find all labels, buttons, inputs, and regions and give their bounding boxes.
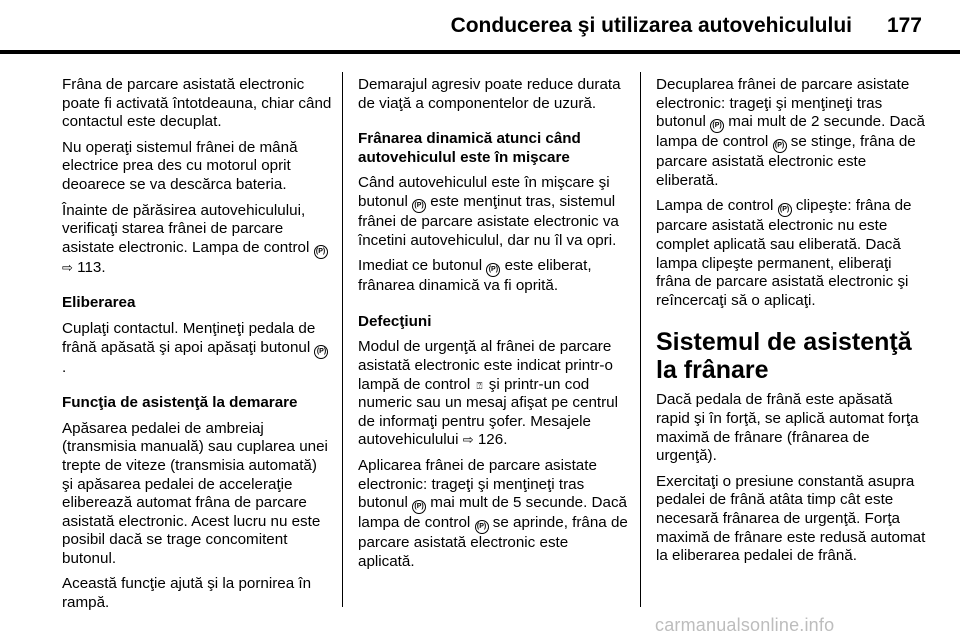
paragraph: Cuplaţi contactul. Menţineţi pedala de frână apăsată şi apoi apăsaţi butonul (P).: [62, 320, 332, 377]
paragraph: Exercitaţi o presiune constantă asupra pedalei de frână atâta timp cât este necesară frânarea de urgenţă. Forţa maximă de frânare este redusă automat la eliberarea pedalei de frână.: [656, 472, 926, 565]
column-1: [62, 76, 332, 620]
paragraph: Lampa de control (P) clipeşte: frâna de parcare asistată electronic nu este complet aplicată sau eliberată. Dacă lampa clipeşte permanent, eliberaţi frâna de parcare asistată electronic şi reîncercaţi să o aplicaţi.: [656, 197, 912, 309]
paragraph: Nu operaţi sistemul frânei de mână electrice prea des cu motorul oprit deoarece se va descărca bateria.: [62, 138, 298, 193]
subheading-start-assist: Funcţia de asistenţă la demarare: [62, 394, 298, 412]
paragraph: Dacă pedala de frână este apăsată rapid şi în forţă, se aplică automat forţa maximă de frânare (frânarea de urgenţă).: [656, 391, 919, 465]
paragraph: Când autovehiculul este în mişcare şi butonul (P) este menţinut tras, sistemul frânei de parcare asistate electronic va încetini autovehiculul, dar nu îl va opri.: [358, 174, 619, 249]
page-reference-arrow-icon: ⇨: [62, 259, 73, 275]
header-title: Conducerea şi utilizarea autovehiculului: [450, 14, 852, 37]
paragraph: Apăsarea pedalei de ambreiaj (transmisia manuală) sau cuplarea unei trepte de viteze (transmisia automată) şi apăsarea pedalei de acceleraţie eliberează automat frâna de parcare asistată electronic. Acest lucru nu este posibil dacă se trage concomitent butonul.: [62, 419, 328, 567]
paragraph: Decuplarea frânei de parcare asistate electronic: trageţi şi menţineţi tras butonul (P) mai mult de 2 secunde. Dacă lampa de control (P) se stinge, frâna de parcare asistată electronic este eliberată.: [656, 76, 925, 189]
parking-brake-icon: (P): [412, 199, 426, 213]
parking-brake-icon: (P): [486, 263, 500, 277]
subheading-dynamic-braking: Frânarea dinamică atunci când autovehiculul este în mişcare: [358, 130, 581, 166]
column-3: [656, 76, 926, 573]
section-title: Sistemul de asistenţă la frânare: [656, 328, 912, 385]
parking-brake-icon: (P): [778, 203, 792, 217]
subheading-release: Eliberarea: [62, 294, 136, 312]
parking-brake-icon: (P): [475, 520, 489, 534]
page-reference-arrow-icon: ⇨: [462, 432, 474, 448]
paragraph: Înainte de părăsirea autovehiculului, verificaţi starea frânei de parcare asistate electronic. Lampa de control (P) ⇨ 113.: [62, 202, 332, 278]
column-divider-1: [342, 72, 343, 607]
column-divider-2: [640, 72, 641, 607]
page-header: [0, 0, 960, 50]
parking-brake-icon: (P): [314, 245, 328, 259]
paragraph: Imediat ce butonul (P) este eliberat, frânarea dinamică va fi oprită.: [358, 257, 592, 295]
column-2: [358, 76, 628, 578]
paragraph: Această funcţie ajută şi la pornirea în rampă.: [62, 575, 312, 612]
paragraph: Modul de urgenţă al frânei de parcare asistată electronic este indicat printr-o lampă de control ⍰ şi printr-un cod numeric sau un mesaj afişat pe centrul de informaţi pentru şofer. Mesajele autovehiculului ⇨ 126.: [358, 338, 619, 449]
parking-brake-icon: (P): [412, 500, 426, 514]
parking-brake-icon: (P): [314, 345, 328, 359]
subheading-faults: Defecţiuni: [358, 312, 432, 330]
parking-brake-icon: (P): [710, 119, 724, 133]
header-rule: [0, 50, 960, 54]
watermark: carmanualsonline.info: [655, 615, 835, 635]
warning-lamp-icon: ⍰: [476, 380, 483, 392]
page-number: 177: [886, 14, 922, 37]
paragraph: Aplicarea frânei de parcare asistate electronic: trageţi şi menţineţi tras butonul (P) mai mult de 5 secunde. Dacă lampa de control (P) se aprinde, frâna de parcare asistată electronic este aplicată.: [358, 456, 628, 570]
paragraph: Demarajul agresiv poate reduce durata de viaţă a componentelor de uzură.: [358, 76, 621, 112]
parking-brake-icon: (P): [773, 139, 787, 153]
paragraph: Frâna de parcare asistată electronic poate fi activată întotdeauna, chiar când contactul este decuplat.: [62, 76, 332, 131]
